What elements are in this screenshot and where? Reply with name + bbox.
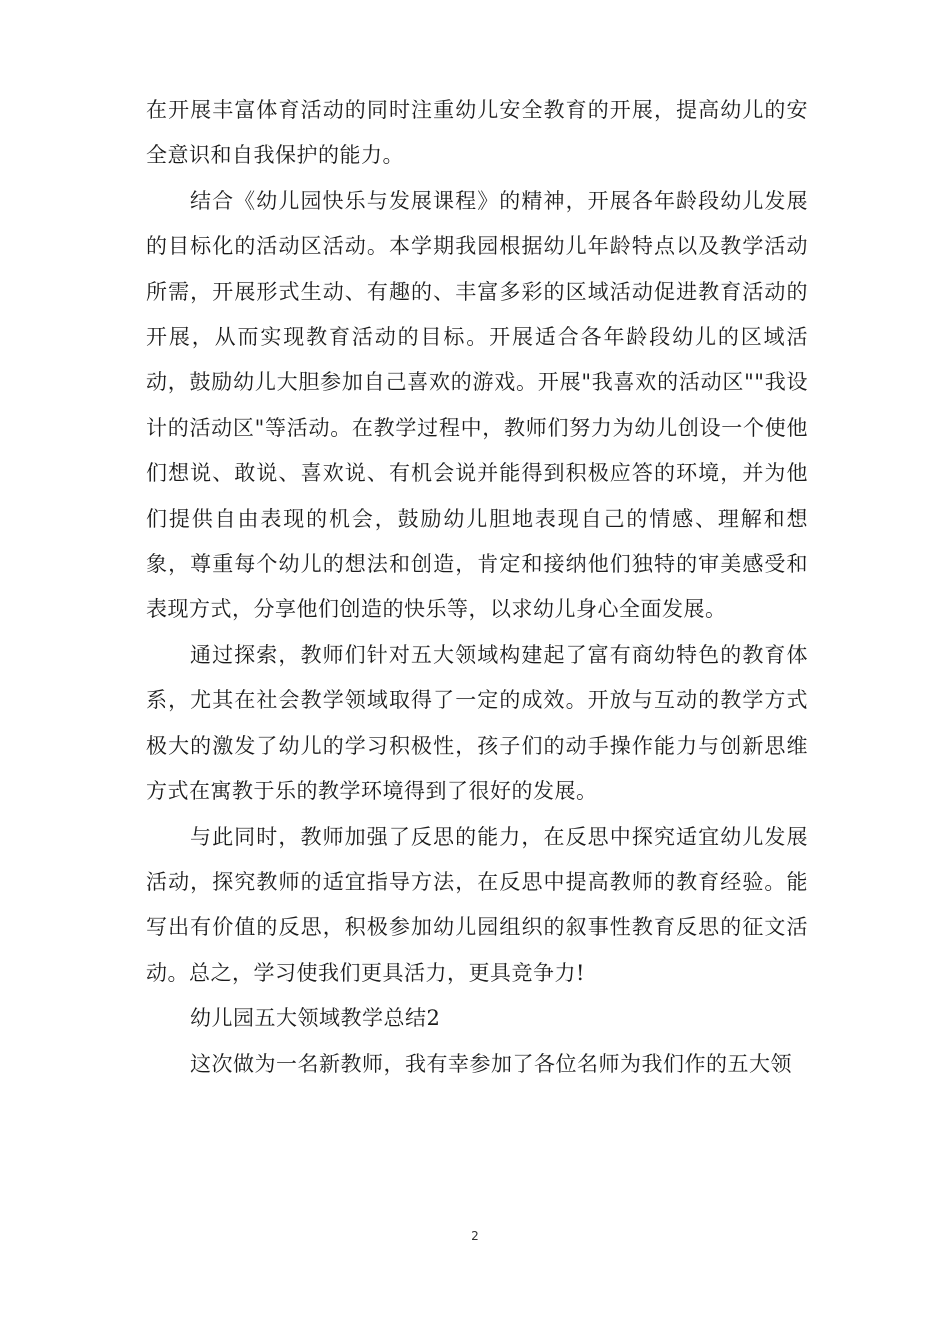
page-number: 2 bbox=[471, 1229, 479, 1243]
paragraph-2: 结合《幼儿园快乐与发展课程》的精神，开展各年龄段幼儿发展的目标化的活动区活动。本学期我园根据幼儿年龄特点以及教学活动所需，开展形式生动、有趣的、丰富多彩的区域活动促进教育活动的开展，从而实现教育活动的目标。开展适合各年龄段幼儿的区域活动，鼓励幼儿大胆参加自己喜欢的游戏。开展"我喜欢的活动区""我设计的活动区"等活动。在教学过程中，教师们努力为幼儿创设一个使他们想说、敢说、喜欢说、有机会说并能得到积极应答的环境，并为他们提供自由表现的机会，鼓励幼儿胆地表现自己的情感、理解和想象，尊重每个幼儿的想法和创造，肯定和接纳他们独特的审美感受和表现方式，分享他们创造的快乐等，以求幼儿身心全面发展。 bbox=[146, 188, 808, 622]
paragraph-3: 通过探索，教师们针对五大领域构建起了富有商幼特色的教育体系，尤其在社会教学领域取得了一定的成效。开放与互动的教学方式极大的激发了幼儿的学习积极性，孩子们的动手操作能力与创新思维方式在寓教于乐的教学环境得到了很好的发展。 bbox=[146, 642, 808, 804]
document-body bbox=[146, 88, 808, 1087]
section-heading: 幼儿园五大领域教学总结2 bbox=[190, 1006, 441, 1031]
paragraph-4: 与此同时，教师加强了反思的能力，在反思中探究适宜幼儿发展活动，探究教师的适宜指导方法，在反思中提高教师的教育经验。能写出有价值的反思，积极参加幼儿园组织的叙事性教育反思的征文活动。总之，学习使我们更具活力，更具竞争力! bbox=[146, 824, 808, 985]
paragraph-1: 在开展丰富体育活动的同时注重幼儿安全教育的开展，提高幼儿的安全意识和自我保护的能力。 bbox=[146, 98, 808, 168]
paragraph-5: 这次做为一名新教师，我有幸参加了各位名师为我们作的五大领 bbox=[190, 1051, 792, 1076]
